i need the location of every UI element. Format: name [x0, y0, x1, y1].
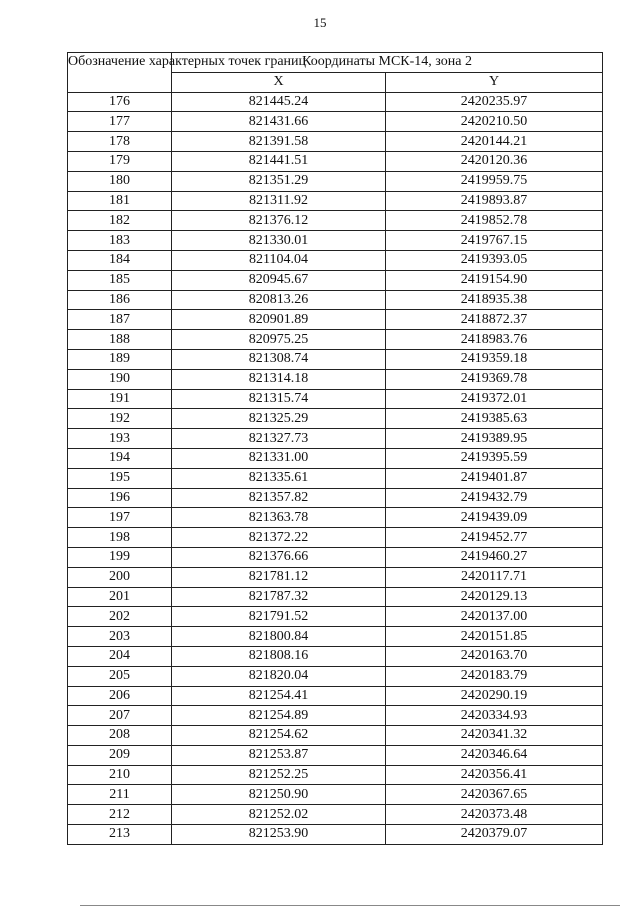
x-coordinate-cell: 821311.92: [172, 191, 386, 211]
x-coordinate-cell: 821441.51: [172, 151, 386, 171]
header-x: X: [172, 72, 386, 92]
y-coordinate-cell: 2420334.93: [386, 706, 603, 726]
y-coordinate-cell: 2420379.07: [386, 825, 603, 845]
point-id-cell: 193: [68, 429, 172, 449]
y-coordinate-cell: 2419389.95: [386, 429, 603, 449]
y-coordinate-cell: 2420183.79: [386, 666, 603, 686]
table-row: [68, 429, 603, 449]
table-row: [68, 646, 603, 666]
table-row: [68, 805, 603, 825]
y-coordinate-cell: 2420346.64: [386, 745, 603, 765]
y-coordinate-cell: 2419767.15: [386, 231, 603, 251]
x-coordinate-cell: 821376.66: [172, 547, 386, 567]
point-id-cell: 202: [68, 607, 172, 627]
header-coordinate-system: Координаты МСК-14, зона 2: [172, 53, 603, 73]
y-coordinate-cell: 2419959.75: [386, 171, 603, 191]
table-row: [68, 528, 603, 548]
point-id-cell: 177: [68, 112, 172, 132]
table-row: [68, 349, 603, 369]
table-row: [68, 547, 603, 567]
table-row: [68, 290, 603, 310]
x-coordinate-cell: 821252.02: [172, 805, 386, 825]
y-coordinate-cell: 2419439.09: [386, 508, 603, 528]
x-coordinate-cell: 820975.25: [172, 330, 386, 350]
table-row: [68, 587, 603, 607]
point-id-cell: 186: [68, 290, 172, 310]
x-coordinate-cell: 821791.52: [172, 607, 386, 627]
point-id-cell: 211: [68, 785, 172, 805]
y-coordinate-cell: 2420129.13: [386, 587, 603, 607]
x-coordinate-cell: 821372.22: [172, 528, 386, 548]
table-row: [68, 92, 603, 112]
x-coordinate-cell: 821808.16: [172, 646, 386, 666]
point-id-cell: 194: [68, 448, 172, 468]
table-row: [68, 567, 603, 587]
header-y: Y: [386, 72, 603, 92]
x-coordinate-cell: 821314.18: [172, 369, 386, 389]
x-coordinate-cell: 821253.87: [172, 745, 386, 765]
y-coordinate-cell: 2419395.59: [386, 448, 603, 468]
point-id-cell: 196: [68, 488, 172, 508]
point-id-cell: 210: [68, 765, 172, 785]
x-coordinate-cell: 820945.67: [172, 270, 386, 290]
table-row: [68, 468, 603, 488]
x-coordinate-cell: 821330.01: [172, 231, 386, 251]
x-coordinate-cell: 821325.29: [172, 409, 386, 429]
page-bottom-edge: [80, 905, 620, 906]
y-coordinate-cell: 2420367.65: [386, 785, 603, 805]
x-coordinate-cell: 821431.66: [172, 112, 386, 132]
table-row: [68, 508, 603, 528]
point-id-cell: 213: [68, 825, 172, 845]
point-id-cell: 179: [68, 151, 172, 171]
point-id-cell: 207: [68, 706, 172, 726]
point-id-cell: 192: [68, 409, 172, 429]
table-row: [68, 488, 603, 508]
y-coordinate-cell: 2419359.18: [386, 349, 603, 369]
x-coordinate-cell: 821250.90: [172, 785, 386, 805]
point-id-cell: 190: [68, 369, 172, 389]
y-coordinate-cell: 2418983.76: [386, 330, 603, 350]
point-id-cell: 182: [68, 211, 172, 231]
y-coordinate-cell: 2419393.05: [386, 250, 603, 270]
point-id-cell: 176: [68, 92, 172, 112]
x-coordinate-cell: 821820.04: [172, 666, 386, 686]
y-coordinate-cell: 2419893.87: [386, 191, 603, 211]
table-row: [68, 112, 603, 132]
table-row: [68, 785, 603, 805]
y-coordinate-cell: 2418872.37: [386, 310, 603, 330]
y-coordinate-cell: 2420120.36: [386, 151, 603, 171]
point-id-cell: 201: [68, 587, 172, 607]
x-coordinate-cell: 821254.41: [172, 686, 386, 706]
x-coordinate-cell: 821363.78: [172, 508, 386, 528]
x-coordinate-cell: 821327.73: [172, 429, 386, 449]
point-id-cell: 191: [68, 389, 172, 409]
x-coordinate-cell: 821252.25: [172, 765, 386, 785]
x-coordinate-cell: 821376.12: [172, 211, 386, 231]
y-coordinate-cell: 2420163.70: [386, 646, 603, 666]
y-coordinate-cell: 2419460.27: [386, 547, 603, 567]
x-coordinate-cell: 821104.04: [172, 250, 386, 270]
point-id-cell: 183: [68, 231, 172, 251]
x-coordinate-cell: 821331.00: [172, 448, 386, 468]
table-row: [68, 270, 603, 290]
point-id-cell: 184: [68, 250, 172, 270]
table-row: [68, 250, 603, 270]
x-coordinate-cell: 821254.89: [172, 706, 386, 726]
page-number: 15: [313, 15, 327, 30]
y-coordinate-cell: 2419372.01: [386, 389, 603, 409]
y-coordinate-cell: 2420356.41: [386, 765, 603, 785]
table-row: [68, 409, 603, 429]
point-id-cell: 180: [68, 171, 172, 191]
table-row: [68, 330, 603, 350]
y-coordinate-cell: 2419385.63: [386, 409, 603, 429]
y-coordinate-cell: 2420137.00: [386, 607, 603, 627]
table-row: [68, 607, 603, 627]
y-coordinate-cell: 2420373.48: [386, 805, 603, 825]
table-row: [68, 171, 603, 191]
table-row: [68, 666, 603, 686]
point-id-cell: 208: [68, 726, 172, 746]
x-coordinate-cell: 821315.74: [172, 389, 386, 409]
y-coordinate-cell: 2419452.77: [386, 528, 603, 548]
table-row: [68, 765, 603, 785]
coordinates-table: [67, 52, 603, 845]
table-row: [68, 132, 603, 152]
table-row: [68, 745, 603, 765]
y-coordinate-cell: 2420117.71: [386, 567, 603, 587]
point-id-cell: 200: [68, 567, 172, 587]
y-coordinate-cell: 2420144.21: [386, 132, 603, 152]
table-row: [68, 369, 603, 389]
x-coordinate-cell: 821253.90: [172, 825, 386, 845]
y-coordinate-cell: 2419432.79: [386, 488, 603, 508]
y-coordinate-cell: 2418935.38: [386, 290, 603, 310]
x-coordinate-cell: 820901.89: [172, 310, 386, 330]
point-id-cell: 205: [68, 666, 172, 686]
table-row: [68, 151, 603, 171]
y-coordinate-cell: 2419852.78: [386, 211, 603, 231]
y-coordinate-cell: 2420235.97: [386, 92, 603, 112]
table-row: [68, 686, 603, 706]
x-coordinate-cell: 821800.84: [172, 627, 386, 647]
point-id-cell: 181: [68, 191, 172, 211]
x-coordinate-cell: 821351.29: [172, 171, 386, 191]
point-id-cell: 185: [68, 270, 172, 290]
point-id-cell: 189: [68, 349, 172, 369]
point-id-cell: 197: [68, 508, 172, 528]
y-coordinate-cell: 2420341.32: [386, 726, 603, 746]
point-id-cell: 195: [68, 468, 172, 488]
x-coordinate-cell: 821781.12: [172, 567, 386, 587]
point-id-cell: 187: [68, 310, 172, 330]
table-row: [68, 627, 603, 647]
table-row: [68, 389, 603, 409]
x-coordinate-cell: 821445.24: [172, 92, 386, 112]
header-point-designation: Обозначение характерных точек границ: [68, 53, 172, 93]
y-coordinate-cell: 2420151.85: [386, 627, 603, 647]
table-row: [68, 706, 603, 726]
table-row: [68, 825, 603, 845]
table-row: [68, 726, 603, 746]
y-coordinate-cell: 2420210.50: [386, 112, 603, 132]
x-coordinate-cell: 820813.26: [172, 290, 386, 310]
table-row: [68, 231, 603, 251]
table-row: [68, 448, 603, 468]
point-id-cell: 204: [68, 646, 172, 666]
point-id-cell: 209: [68, 745, 172, 765]
point-id-cell: 212: [68, 805, 172, 825]
x-coordinate-cell: 821308.74: [172, 349, 386, 369]
point-id-cell: 199: [68, 547, 172, 567]
table-row: [68, 310, 603, 330]
y-coordinate-cell: 2419401.87: [386, 468, 603, 488]
x-coordinate-cell: 821357.82: [172, 488, 386, 508]
x-coordinate-cell: 821787.32: [172, 587, 386, 607]
point-id-cell: 198: [68, 528, 172, 548]
x-coordinate-cell: 821391.58: [172, 132, 386, 152]
y-coordinate-cell: 2420290.19: [386, 686, 603, 706]
point-id-cell: 206: [68, 686, 172, 706]
x-coordinate-cell: 821254.62: [172, 726, 386, 746]
table-row: [68, 191, 603, 211]
x-coordinate-cell: 821335.61: [172, 468, 386, 488]
point-id-cell: 188: [68, 330, 172, 350]
y-coordinate-cell: 2419369.78: [386, 369, 603, 389]
y-coordinate-cell: 2419154.90: [386, 270, 603, 290]
point-id-cell: 203: [68, 627, 172, 647]
table-row: [68, 211, 603, 231]
point-id-cell: 178: [68, 132, 172, 152]
